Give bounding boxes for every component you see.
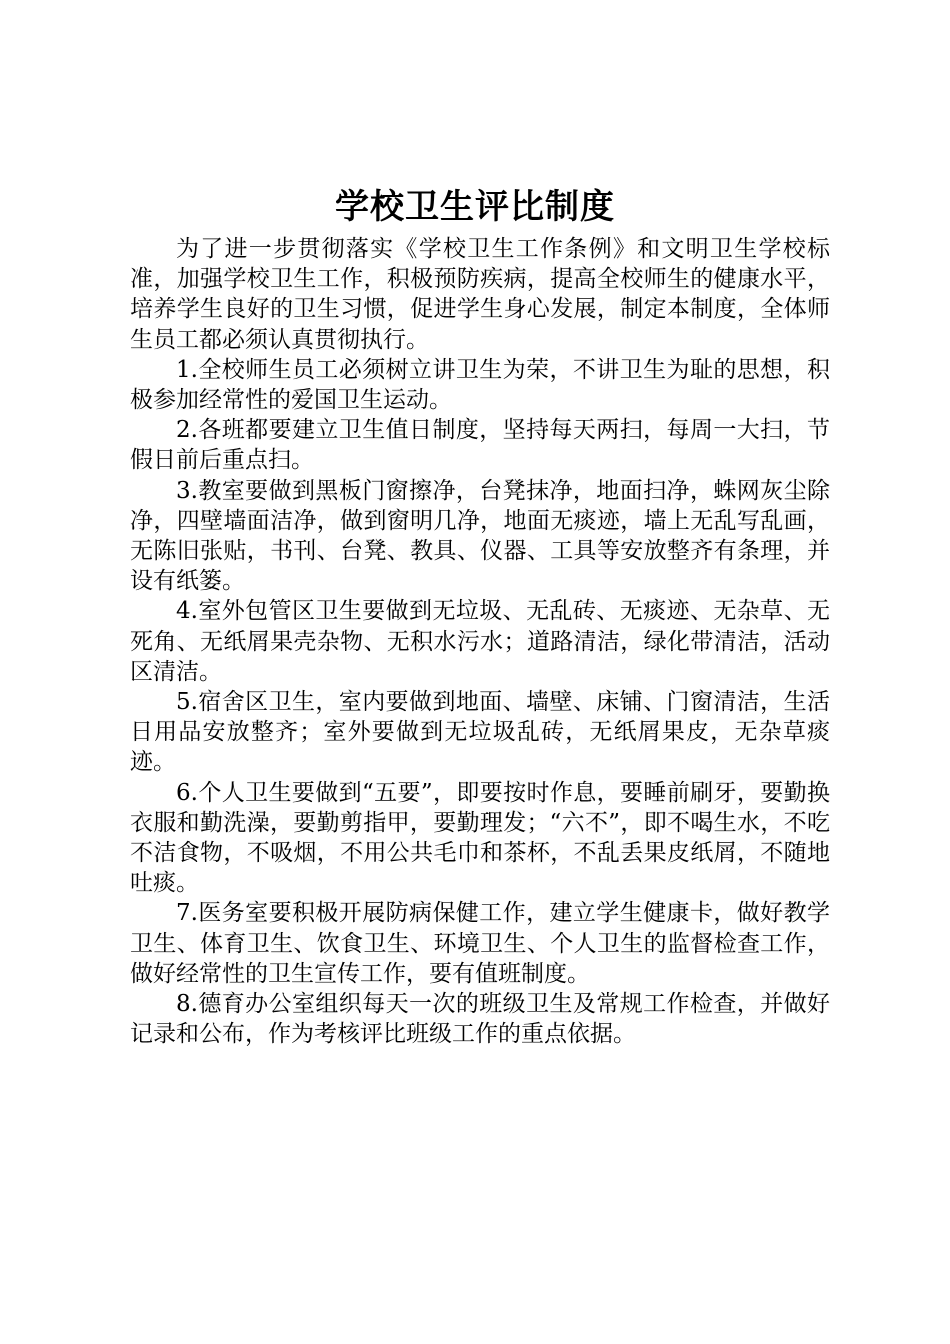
rule-paragraph-6: 6.个人卫生要做到“五要”，即要按时作息，要睡前刷牙，要勤换衣服和勤洗澡，要勤剪指甲，要勤理发；“六不”，即不喝生水，不吃不洁食物，不吸烟，不用公共毛巾和茶杯，不乱丢果皮纸屑，不随地吐痰。: [130, 779, 830, 897]
rule-paragraph-7: 7.医务室要积极开展防病保健工作，建立学生健康卡，做好教学卫生、体育卫生、饮食卫生、环境卫生、个人卫生的监督检查工作，做好经常性的卫生宣传工作，要有值班制度。: [130, 900, 830, 987]
rule-paragraph-5: 5.宿舍区卫生，室内要做到地面、墙壁、床铺、门窗清洁，生活日用品安放整齐；室外要做到无垃圾乱砖，无纸屑果皮，无杂草痰迹。: [130, 689, 830, 776]
intro-paragraph: 为了进一步贯彻落实《学校卫生工作条例》和文明卫生学校标准，加强学校卫生工作，积极预防疾病，提高全校师生的健康水平，培养学生良好的卫生习惯，促进学生身心发展，制定本制度，全体师生员工都必须认真贯彻执行。: [130, 236, 830, 353]
document-body: [130, 234, 830, 1049]
rule-paragraph-4: 4.室外包管区卫生要做到无垃圾、无乱砖、无痰迹、无杂草、无死角、无纸屑果壳杂物、无积水污水；道路清洁，绿化带清洁，活动区清洁。: [130, 598, 830, 685]
rule-paragraph-1: 1.全校师生员工必须树立讲卫生为荣，不讲卫生为耻的思想，积极参加经常性的爱国卫生运动。: [130, 356, 830, 414]
rule-paragraph-3: 3.教室要做到黑板门窗擦净，台凳抹净，地面扫净，蛛网灰尘除净，四壁墙面洁净，做到窗明几净，地面无痰迹，墙上无乱写乱画，无陈旧张贴，书刊、台凳、教具、仪器、工具等安放整齐有条理，并设有纸篓。: [130, 477, 830, 595]
document-title: 学校卫生评比制度: [335, 187, 615, 227]
rule-paragraph-2: 2.各班都要建立卫生值日制度，坚持每天两扫，每周一大扫，节假日前后重点扫。: [130, 417, 830, 474]
rule-paragraph-8: 8.德育办公室组织每天一次的班级卫生及常规工作检查，并做好记录和公布，作为考核评比班级工作的重点依据。: [130, 991, 830, 1048]
